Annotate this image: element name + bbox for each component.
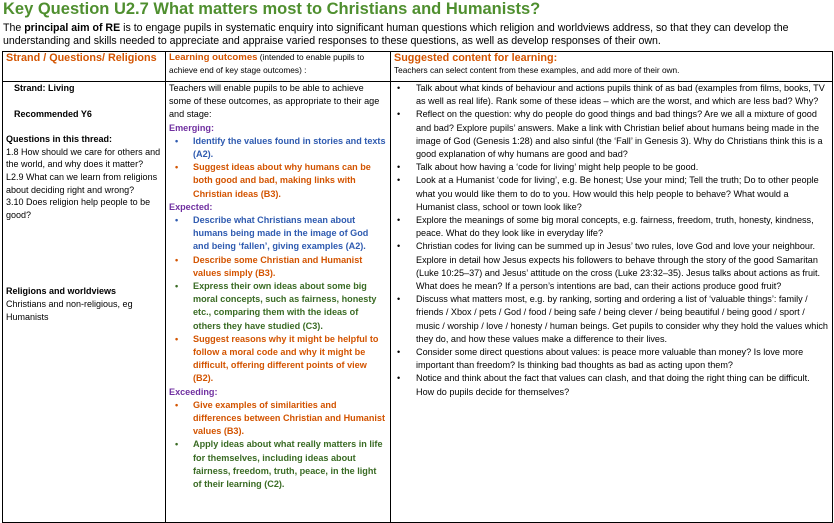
- bullet-icon: •: [175, 215, 179, 226]
- bullet-icon: •: [175, 254, 179, 265]
- list-item: • Look at a Humanist ‘code for living’, e.g. Be honest; Use your mind; Tell the truth; Do to other people what you would like them to do to you. How would this help people to behave? What would a Humanist class, school or town look like?: [397, 175, 819, 212]
- list-item: • Suggest ideas about why humans can be both good and bad, making links with Christian ideas (B3).: [175, 162, 371, 199]
- list-item: • Talk about how having a ‘code for living’ might help people to be good.: [394, 161, 829, 174]
- list-item: • Christian codes for living can be summed up in Jesus’ two rules, love God and love your neighbour. Explore in detail how Jesus expects his followers to behave through the story of the good Samaritan (Luke 10:25–37) and Jesus’ attitude on the cross (Luke 23:32–35). Jesus talks about actions as fruit. What does he mean? If a person’s intentions are bad, can their actions produce good fruit?: [397, 241, 821, 292]
- emerging-heading: Emerging:: [169, 122, 214, 133]
- suggested-content-cell: [391, 82, 833, 523]
- list-item: • Describe what Christians mean about humans being made in the image of God and being ‘fallen’, giving examples (A2).: [175, 215, 369, 252]
- bullet-icon: •: [175, 399, 179, 410]
- bullet-icon: •: [175, 135, 179, 146]
- list-item: • Identify the values found in stories and texts (A2).: [175, 135, 386, 160]
- expected-heading: Expected:: [169, 201, 213, 212]
- header-suggested-content: Suggested content for learning: Teachers can select content from these examples, and add more of their own.: [391, 52, 833, 82]
- list-item: • Notice and think about the fact that values can clash, and that doing the right thing can be difficult. How do pupils decide for themselves?: [397, 373, 810, 397]
- list-item: • Suggest reasons why it might be helpful to follow a moral code and why it might be difficult, offering different points of view (B2).: [175, 333, 379, 384]
- bullet-icon: •: [175, 281, 179, 292]
- strand-label: Strand: Living: [14, 83, 75, 93]
- header-strand: Strand / Questions/ Religions: [3, 52, 166, 82]
- bullet-icon: •: [397, 241, 401, 252]
- list-item: • Apply ideas about what really matters in life for themselves, including ideas about fairness, freedom, truth, peace, in the light of their learning (C2).: [175, 439, 383, 490]
- religions-text: Christians and non-religious, eg Humanists: [6, 298, 133, 322]
- aim-rest: is to engage pupils in systematic enquiry into significant human questions which religion and worldviews address, so that they can develop the understanding and skills needed to appreciate and appraise varied responses to these questions, as well as develop responses of their own.: [3, 22, 789, 47]
- exceeding-list: [169, 399, 387, 491]
- header-learning-outcomes: Learning outcomes (intended to enable pupils to achieve end of key stage outcomes) :: [166, 52, 391, 82]
- religions-heading: Religions and worldviews: [6, 286, 117, 297]
- exceeding-heading: Exceeding:: [169, 386, 218, 397]
- outcomes-intro: Teachers will enable pupils to be able to achieve some of these outcomes, as appropriate to their age and stage:: [169, 83, 380, 120]
- planning-table: [2, 51, 833, 523]
- list-item: • Talk about what kinds of behaviour and actions pupils think of as bad (examples from films, books, TV as well as real life). Rank some of these ideas – which are the worst, and which are less bad? Why?: [397, 83, 825, 107]
- list-item: • Consider some direct questions about values: is peace more valuable than money? Is love more important than freedom? Is thinking bad thoughts as bad as acting upon them?: [397, 347, 804, 371]
- list-item: • Reflect on the question: why do people do good things and bad things? Are we all a mixture of good and bad? Explore pupils’ answers. Make a link with Christian belief about humans being made in the image of God (Genesis 1:28) and also sinful (the ‘Fall’ in Genesis 3). Why do Christians think this is a good explanation of why humans are good and bad?: [397, 109, 823, 160]
- bullet-icon: •: [175, 439, 179, 450]
- bullet-icon: •: [175, 333, 179, 344]
- document-title: Key Question U2.7 What matters most to Christians and Humanists?: [3, 0, 541, 18]
- suggested-content-list: [394, 82, 829, 399]
- bullet-icon: •: [397, 109, 401, 120]
- bullet-icon: •: [397, 83, 401, 93]
- list-item: • Discuss what matters most, e.g. by ranking, sorting and ordering a list of ‘valuable things’: family / friends / Xbox / pets / God / food / being safe / being clever / being beautiful / being good / sport / music / worship / love / honesty / human beings. Get pupils to consider why they hold the values which they do, and how these values make a difference to their lives.: [397, 294, 828, 344]
- question-item: 1.8 How should we care for others and the world, and why does it matter?: [6, 146, 161, 170]
- table-body-row: [3, 82, 833, 523]
- expected-list: [169, 214, 387, 386]
- bullet-icon: •: [397, 215, 401, 226]
- bullet-icon: •: [175, 162, 179, 173]
- bullet-icon: •: [397, 294, 401, 305]
- question-item: 3.10 Does religion help people to be good?: [6, 197, 151, 220]
- aim-bold: principal aim of RE: [24, 22, 121, 34]
- list-item: • Express their own ideas about some big moral concepts, such as fairness, honesty etc., comparing them with the ideas of others they have studied (C3).: [175, 281, 377, 331]
- question-item: L2.9 What can we learn from religions about deciding right and wrong?: [6, 171, 158, 195]
- bullet-icon: •: [397, 162, 401, 173]
- bullet-icon: •: [397, 347, 401, 358]
- bullet-icon: •: [397, 373, 401, 384]
- questions-heading: Questions in this thread:: [6, 134, 113, 145]
- table-header-row: [3, 52, 833, 82]
- bullet-icon: •: [397, 175, 401, 186]
- list-item: • Give examples of similarities and differences between Christian and Humanist values (B3).: [175, 399, 386, 437]
- aim-lead: The: [3, 22, 25, 34]
- principal-aim-paragraph: [3, 22, 831, 47]
- recommended-label: Recommended Y6: [14, 108, 92, 119]
- learning-outcomes-cell: [166, 82, 391, 523]
- list-item: • Describe some Christian and Humanist values simply (B3).: [175, 254, 363, 278]
- strand-cell: [3, 82, 166, 523]
- emerging-list: [169, 135, 387, 201]
- list-item: • Explore the meanings of some big moral concepts, e.g. fairness, freedom, truth, honesty, kindness, peace. What do they look like in everyday life?: [397, 215, 814, 239]
